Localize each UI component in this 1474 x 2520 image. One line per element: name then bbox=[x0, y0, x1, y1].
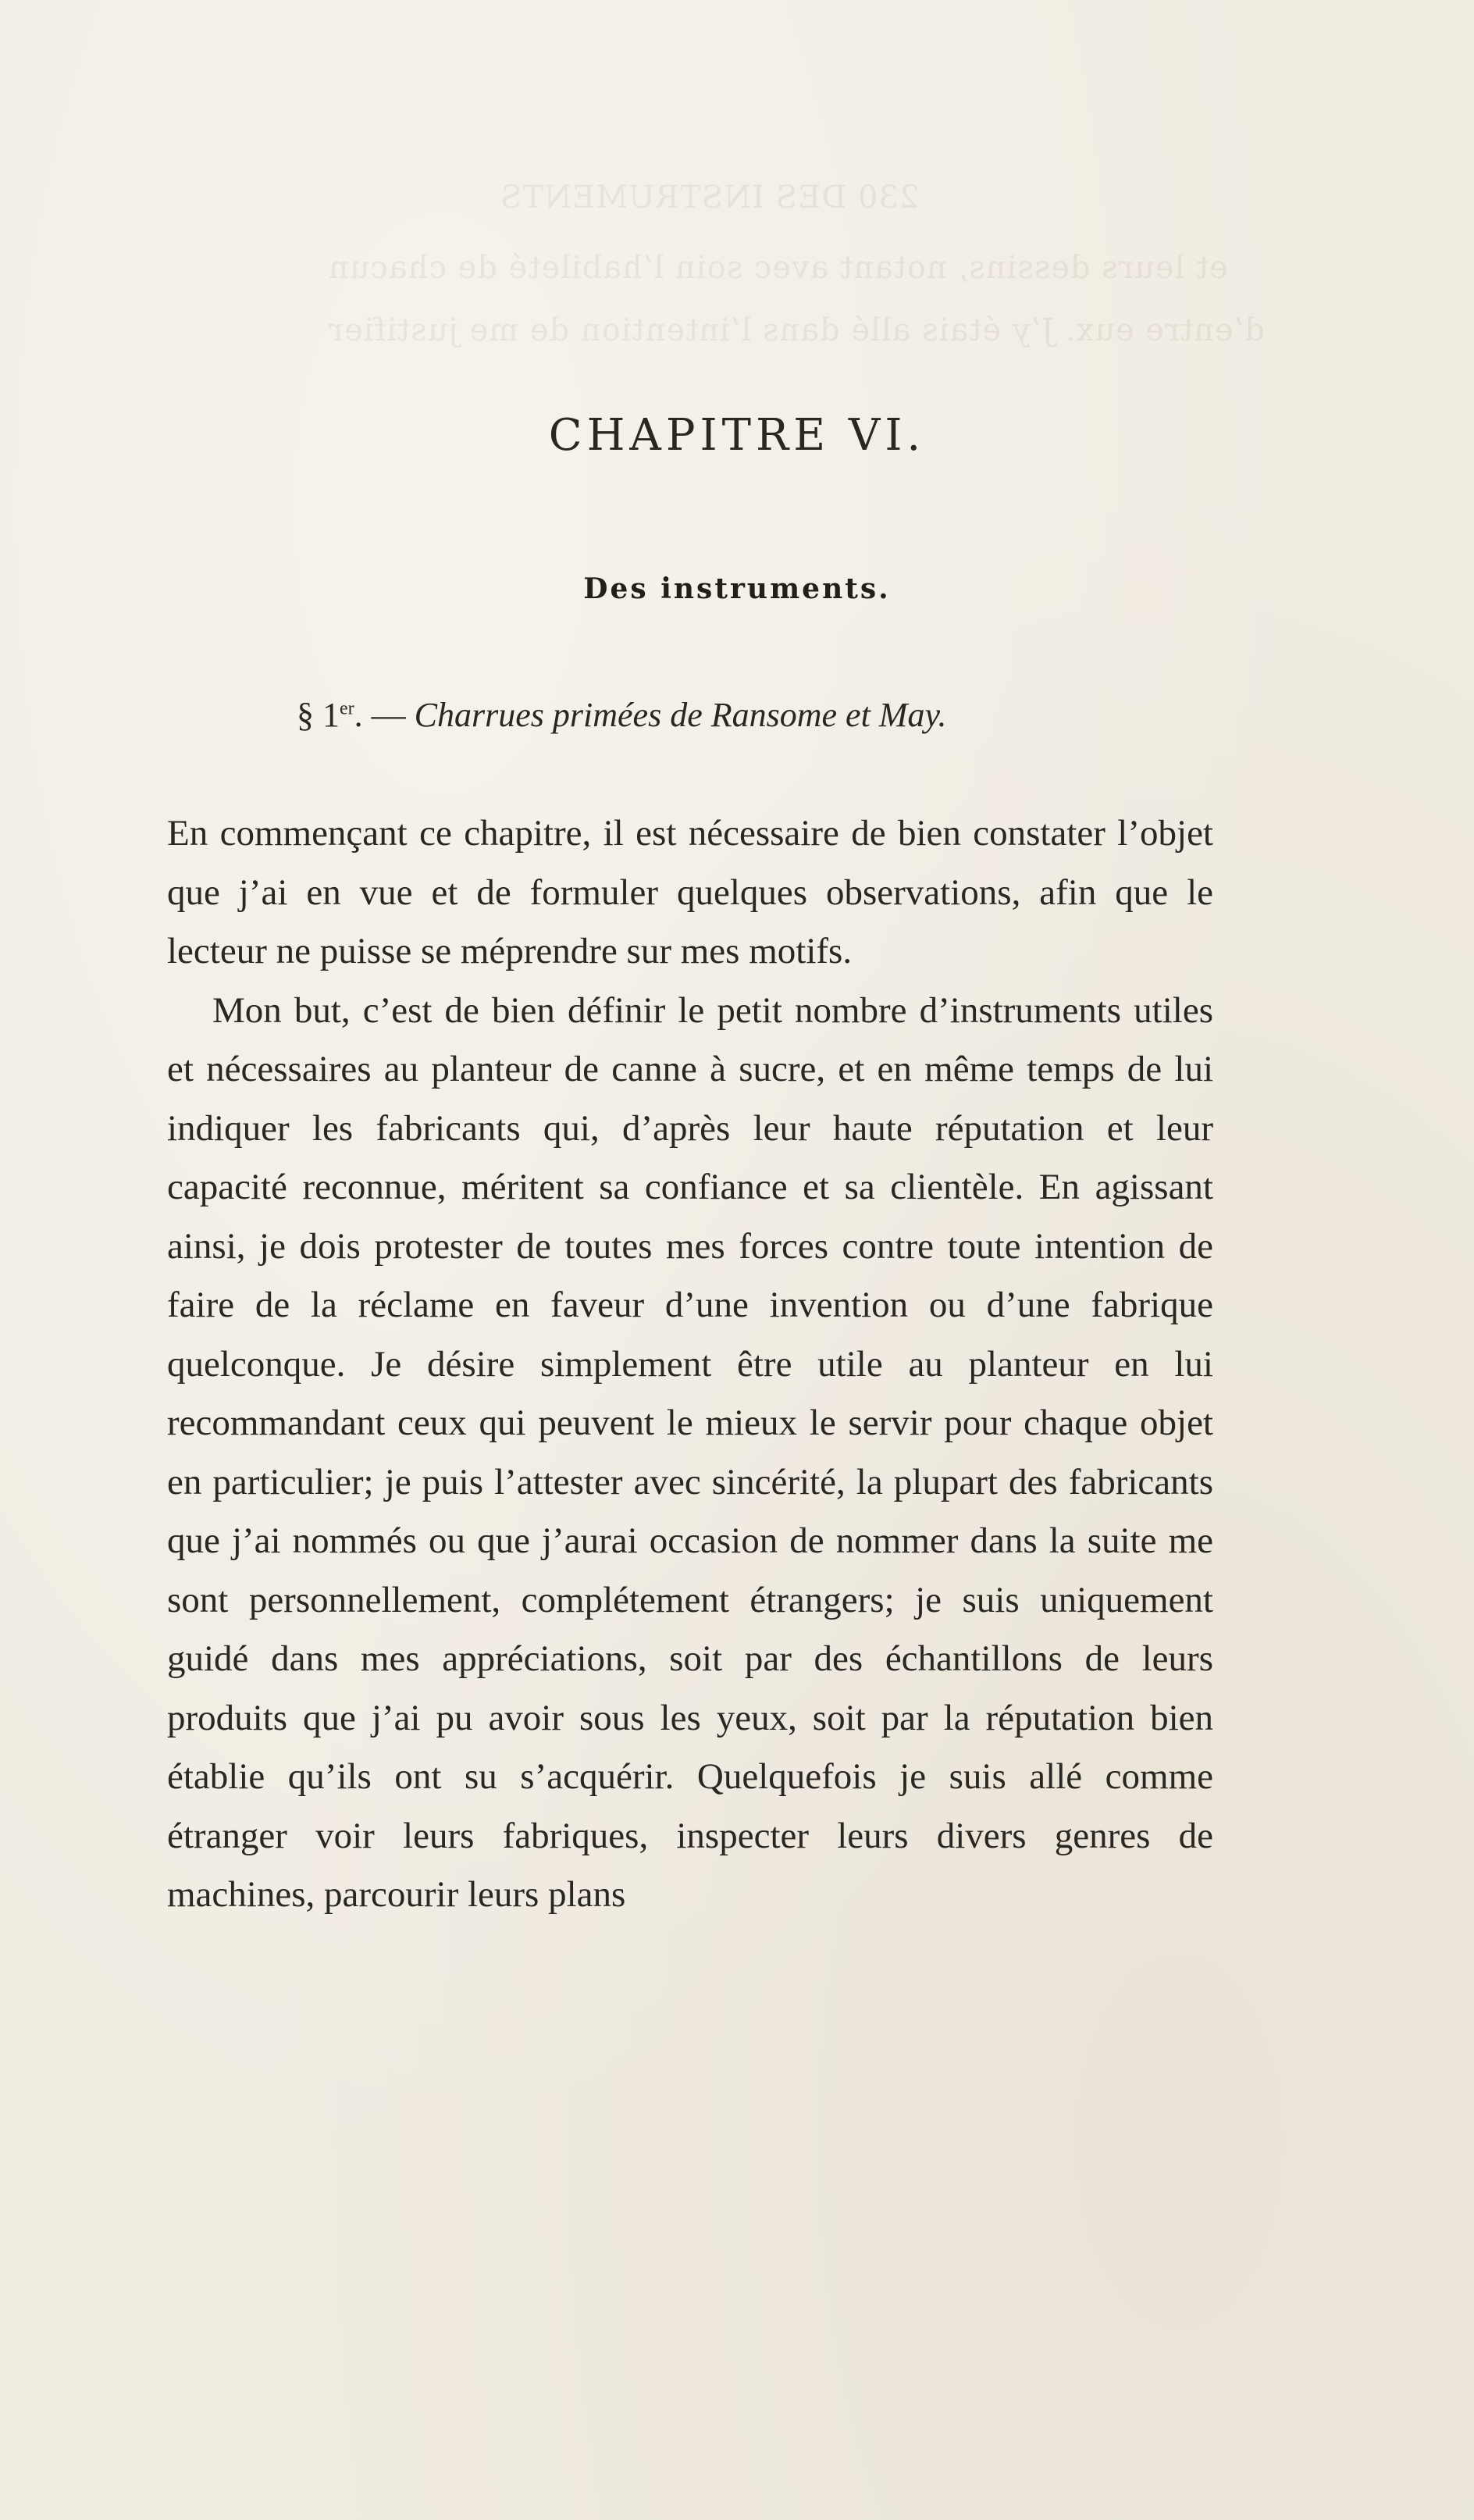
subsection-superscript: er bbox=[340, 698, 354, 719]
subsection-number bbox=[297, 696, 354, 734]
subsection-heading bbox=[297, 695, 947, 735]
subsection-number-text: § 1 bbox=[297, 696, 340, 734]
body-text bbox=[167, 804, 1213, 1925]
subsection-dash: . — bbox=[354, 696, 415, 734]
paragraph: En commençant ce chapitre, il est nécessaire de bien constater l’objet que j’ai en vue et de formuler quelques observations, afin que le lecteur ne puisse se méprendre sur mes motifs. bbox=[167, 813, 1213, 971]
section-title: Des instruments. bbox=[583, 572, 891, 605]
bleed-through-text: d’entre eux. J’y étais allé dans l’intention de me justifier bbox=[328, 312, 1265, 348]
subsection-title: Charrues primées de Ransome et May. bbox=[414, 696, 947, 734]
bleed-through-text: 230 DES INSTRUMENTS bbox=[500, 180, 920, 216]
chapter-title: CHAPITRE VI. bbox=[548, 410, 926, 461]
paragraph: Mon but, c’est de bien définir le petit nombre d’instruments utiles et nécessaires au planteur de canne à sucre, et en même temps de lui indiquer les fabricants qui, d’après leur haute réputation et leur capacité reconnue, méritent sa confiance et sa clientèle. En agissant ainsi, je dois protester de toutes mes forces contre toute intention de faire de la réclame en faveur d’une invention ou d’une fabrique quelconque. Je désire simplement être utile au planteur en lui recommandant ceux qui peuvent le mieux le servir pour chaque objet en particulier; je puis l’attester avec sincérité, la plupart des fabricants que j’ai nommés ou que j’aurai occasion de nommer dans la suite me sont personnellement, complétement étrangers; je suis uniquement guidé dans mes appréciations, soit par des échantillons de leurs produits que j’ai pu avoir sous les yeux, soit par la réputation bien établie qu’ils ont su s’acquérir. Quelquefois je suis allé comme étranger voir leurs fabriques, inspecter leurs divers genres de machines, parcourir leurs plans bbox=[167, 989, 1213, 1915]
bleed-through-text: et leurs dessins, notant avec soin l’habileté de chacun bbox=[328, 250, 1228, 286]
